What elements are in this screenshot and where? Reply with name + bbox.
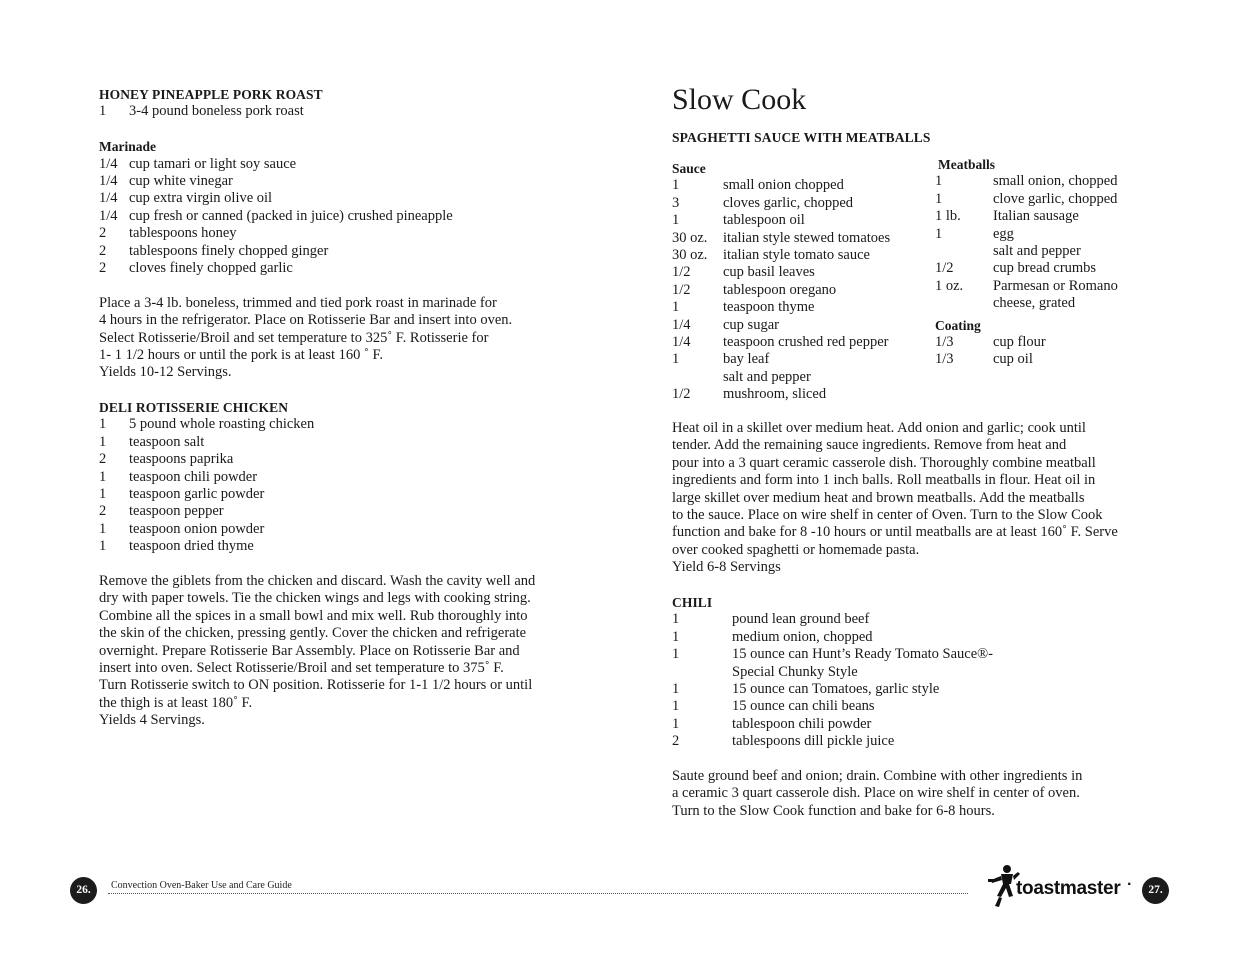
ingredient-text: teaspoon garlic powder [129, 486, 265, 503]
ingredient-qty: 1 [935, 225, 943, 242]
ingredient-qty: 1 [99, 520, 107, 537]
pork-roast-recipe [99, 86, 569, 382]
ingredient-text: tablespoon oregano [723, 281, 837, 298]
ingredient-qty: 30 oz. [672, 229, 708, 246]
ingredient-text: cup oil [993, 351, 1033, 368]
direction-line: large skillet over medium heat and brown meatballs. Add the meatballs [672, 489, 1085, 506]
meatballs-title: Meatballs [938, 157, 995, 172]
footer-dotted-rule [108, 893, 968, 894]
ingredient-row [935, 208, 1155, 225]
ingredient-row [99, 469, 569, 486]
ingredient-text: cup flour [993, 334, 1046, 351]
direction-line: Remove the giblets from the chicken and discard. Wash the cavity well and [99, 573, 536, 590]
pork-roast-title: HONEY PINEAPPLE PORK ROAST [99, 87, 323, 102]
ingredient-text: 15 ounce can Hunt’s Ready Tomato Sauce®- [732, 646, 993, 663]
ingredient-text: cloves garlic, chopped [723, 194, 854, 211]
ingredient-text: 15 ounce can chili beans [732, 698, 875, 715]
ingredient-qty: 1 [935, 190, 943, 207]
direction-line: the skin of the chicken, pressing gently. Cover the chicken and refrigerate [99, 625, 527, 642]
ingredient-row [672, 177, 932, 194]
ingredient-row [935, 295, 1155, 312]
meatballs-list [935, 173, 1155, 312]
ingredient-row [672, 386, 932, 403]
spaghetti-title: SPAGHETTI SAUCE WITH MEATBALLS [672, 130, 931, 145]
ingredient-row [99, 260, 569, 277]
ingredient-row [672, 733, 1152, 750]
ingredient-row [672, 247, 932, 264]
coating-list [935, 334, 1155, 369]
ingredient-row [672, 629, 1152, 646]
ingredient-row [935, 226, 1155, 243]
ingredient-qty [672, 369, 723, 386]
ingredient-text: teaspoon onion powder [129, 520, 265, 537]
direction-line: 1- 1 1/2 hours or until the pork is at least 160 ˚ F. [99, 347, 383, 364]
section-title: Slow Cook [672, 83, 807, 116]
ingredient-text: tablespoon chili powder [732, 715, 872, 732]
ingredient-text: 5 pound whole roasting chicken [129, 416, 315, 433]
ingredient-text: cup tamari or light soy sauce [129, 155, 297, 172]
ingredient-qty: 1 [99, 468, 107, 485]
direction-line: pour into a 3 quart ceramic casserole dish. Thoroughly combine meatball [672, 454, 1096, 471]
ingredient-text: italian style tomato sauce [723, 247, 870, 264]
direction-line: Turn Rotisserie switch to ON position. Rotisserie for 1-1 1/2 hours or until [99, 677, 533, 694]
ingredient-qty: 2 [99, 260, 107, 277]
toastmaster-logo [987, 862, 1137, 908]
ingredient-qty: 1 [99, 538, 107, 555]
direction-line: Combine all the spices in a small bowl and mix well. Rub thoroughly into [99, 607, 528, 624]
ingredient-row [935, 260, 1155, 277]
direction-line: the thigh is at least 180˚ F. [99, 694, 253, 711]
ingredient-row [99, 538, 569, 555]
ingredient-text: cup extra virgin olive oil [129, 190, 273, 207]
left-page-number: 26. [70, 877, 97, 904]
sauce-column [672, 160, 932, 404]
direction-line: Yields 4 Servings. [99, 712, 205, 729]
ingredient-text: cup bread crumbs [993, 260, 1097, 277]
left-page [99, 0, 569, 954]
direction-line: overnight. Prepare Rotisserie Bar Assembly. Place on Rotisserie Bar and [99, 642, 520, 659]
ingredient-qty: 2 [99, 225, 107, 242]
right-page-number: 27. [1142, 877, 1169, 904]
chili-directions [672, 768, 1152, 820]
ingredient-text: italian style stewed tomatoes [723, 229, 891, 246]
ingredient-text: salt and pepper [723, 368, 811, 385]
ingredient-qty: 1/4 [99, 173, 118, 190]
ingredient-text: tablespoons honey [129, 225, 237, 242]
direction-line: function and bake for 8 -10 hours or until meatballs are at least 160˚ F. Serve [672, 524, 1118, 541]
ingredient-qty: 30 oz. [672, 247, 708, 264]
ingredient-qty: 1/4 [99, 155, 118, 172]
ingredient-row [99, 486, 569, 503]
ingredient-text: 3-4 pound boneless pork roast [129, 103, 304, 120]
ingredient-row [935, 243, 1155, 260]
ingredient-row [672, 282, 932, 299]
ingredient-text: Parmesan or Romano [993, 277, 1118, 294]
direction-line: Yields 10-12 Servings. [99, 364, 232, 381]
ingredient-row [99, 156, 569, 173]
ingredient-row [935, 173, 1155, 190]
ingredient-text: cup sugar [723, 316, 779, 333]
ingredient-row [935, 334, 1155, 351]
ingredient-text: 15 ounce can Tomatoes, garlic style [732, 681, 940, 698]
chili-title: CHILI [672, 595, 713, 610]
ingredient-row [672, 611, 1152, 628]
pork-main-ingredient [99, 103, 569, 120]
direction-line: dry with paper towels. Tie the chicken wings and legs with cooking string. [99, 590, 531, 607]
ingredient-text: Italian sausage [993, 208, 1079, 225]
ingredient-text: teaspoon crushed red pepper [723, 334, 889, 351]
ingredient-text: cheese, grated [993, 295, 1076, 312]
ingredient-text: cup white vinegar [129, 173, 233, 190]
ingredient-qty: 1 [99, 433, 107, 450]
ingredient-qty: 1 [672, 611, 680, 628]
ingredient-qty: 1/3 [935, 351, 954, 368]
ingredient-row [672, 664, 1152, 681]
ingredient-text: Special Chunky Style [732, 663, 858, 680]
ingredient-qty: 1/3 [935, 334, 954, 351]
chicken-directions [99, 573, 569, 730]
direction-line: Heat oil in a skillet over medium heat. Add onion and garlic; cook until [672, 420, 1086, 436]
right-page [672, 0, 1152, 954]
ingredient-qty [935, 295, 993, 312]
ingredient-row [99, 434, 569, 451]
ingredient-qty: 1 [672, 212, 680, 229]
direction-line: 4 hours in the refrigerator. Place on Rotisserie Bar and insert into oven. [99, 312, 513, 329]
ingredient-qty: 1 [672, 351, 680, 368]
ingredient-row [672, 681, 1152, 698]
ingredient-row [935, 351, 1155, 368]
ingredient-qty: 1/4 [99, 190, 118, 207]
sauce-list [672, 177, 932, 403]
direction-line: ingredients and form into 1 inch balls. Roll meatballs in flour. Heat oil in [672, 472, 1096, 489]
ingredient-row [672, 646, 1152, 663]
ingredient-row [672, 230, 932, 247]
ingredient-row [672, 195, 932, 212]
ingredient-row [672, 698, 1152, 715]
ingredient-row [99, 190, 569, 207]
ingredient-row [672, 299, 932, 316]
ingredient-text: teaspoons paprika [129, 451, 234, 468]
ingredient-qty: 1 [672, 628, 680, 645]
chicken-ingredient-list [99, 416, 569, 555]
ingredient-qty: 1 [672, 299, 680, 316]
direction-line: Select Rotisserie/Broil and set temperature to 325˚ F. Rotisserie for [99, 329, 489, 346]
ingredient-row [672, 212, 932, 229]
ingredient-qty: 2 [672, 733, 680, 750]
ingredient-qty: 1/2 [672, 386, 691, 403]
ingredient-row [99, 503, 569, 520]
ingredient-text: small onion chopped [723, 177, 844, 194]
ingredient-qty: 2 [99, 503, 107, 520]
ingredient-row [672, 369, 932, 386]
direction-line: a ceramic 3 quart casserole dish. Place on wire shelf in center of oven. [672, 785, 1080, 802]
ingredient-qty: 1/4 [99, 207, 118, 224]
ingredient-row [672, 317, 932, 334]
ingredient-text: small onion, chopped [993, 173, 1118, 190]
ingredient-text: teaspoon salt [129, 433, 205, 450]
ingredient-qty: 1/4 [672, 316, 691, 333]
chili-recipe [672, 594, 1152, 820]
brand-name: toastmaster [1016, 878, 1121, 899]
ingredient-qty: 1 [935, 173, 943, 190]
ingredient-qty: 1/2 [672, 264, 691, 281]
ingredient-qty [672, 664, 732, 681]
ingredient-row [672, 334, 932, 351]
ingredient-text: tablespoons dill pickle juice [732, 733, 895, 750]
ingredient-row [99, 451, 569, 468]
ingredient-row [672, 351, 932, 368]
ingredient-text: teaspoon pepper [129, 503, 224, 520]
ingredient-qty: 2 [99, 242, 107, 259]
ingredient-text: teaspoon dried thyme [129, 538, 254, 555]
direction-line: Place a 3-4 lb. boneless, trimmed and tied pork roast in marinade for [99, 294, 497, 311]
ingredient-text: medium onion, chopped [732, 628, 873, 645]
coating-title: Coating [935, 317, 981, 333]
ingredient-qty: 1 [672, 698, 680, 715]
sauce-title: Sauce [672, 161, 706, 176]
ingredient-row [935, 191, 1155, 208]
brand-trademark-dot: · [1127, 876, 1133, 893]
ingredient-row [99, 208, 569, 225]
ingredient-text: egg [993, 225, 1014, 242]
ingredient-row [99, 416, 569, 433]
ingredient-qty: 1 [672, 646, 680, 663]
ingredient-text: teaspoon thyme [723, 299, 815, 316]
ingredient-text: cup fresh or canned (packed in juice) crushed pineapple [129, 207, 453, 224]
direction-line: over cooked spaghetti or homemade pasta. [672, 541, 920, 558]
ingredient-row [99, 225, 569, 242]
direction-line: to the sauce. Place on wire shelf in center of Oven. Turn to the Slow Cook [672, 507, 1103, 524]
ingredient-row [935, 278, 1155, 295]
spaghetti-directions [672, 420, 1152, 577]
ingredient-row [672, 716, 1152, 733]
chicken-title: DELI ROTISSERIE CHICKEN [99, 400, 289, 415]
ingredient-text: cup basil leaves [723, 264, 815, 281]
marinade-list [99, 156, 569, 278]
ingredient-text: teaspoon chili powder [129, 468, 258, 485]
ingredient-qty: 1 [99, 486, 107, 503]
direction-line: Saute ground beef and onion; drain. Combine with other ingredients in [672, 768, 1083, 785]
ingredient-qty [935, 243, 993, 260]
ingredient-text: bay leaf [723, 351, 770, 368]
ingredient-qty: 1/2 [935, 260, 954, 277]
direction-line: Turn to the Slow Cook function and bake for 6-8 hours. [672, 802, 995, 819]
ingredient-qty: 1 oz. [935, 277, 964, 294]
ingredient-text: clove garlic, chopped [993, 190, 1118, 207]
ingredient-qty: 1 lb. [935, 208, 961, 225]
ingredient-qty: 1 [672, 715, 680, 732]
ingredient-row [99, 521, 569, 538]
ingredient-text: mushroom, sliced [723, 386, 827, 403]
ingredient-qty: 1/2 [672, 281, 691, 298]
chicken-recipe [99, 399, 569, 730]
ingredient-qty: 1 [99, 416, 107, 433]
marinade-title: Marinade [99, 139, 156, 155]
ingredient-qty: 3 [672, 194, 680, 211]
ingredient-text: tablespoon oil [723, 212, 805, 229]
ingredient-qty: 1 [672, 681, 680, 698]
direction-line: insert into oven. Select Rotisserie/Broil and set temperature to 375˚ F. [99, 660, 504, 677]
ingredient-qty: 1/4 [672, 334, 691, 351]
pork-directions [99, 295, 569, 382]
ingredient-qty: 1 [672, 177, 680, 194]
ingredient-qty: 2 [99, 451, 107, 468]
ingredient-row [672, 264, 932, 281]
ingredient-text: pound lean ground beef [732, 611, 870, 628]
ingredient-row [99, 173, 569, 190]
direction-line: tender. Add the remaining sauce ingredients. Remove from heat and [672, 437, 1067, 454]
ingredient-row [99, 243, 569, 260]
chili-ingredient-list [672, 611, 1152, 750]
ingredient-qty: 1 [99, 103, 107, 120]
ingredient-text: cloves finely chopped garlic [129, 260, 293, 277]
ingredient-text: tablespoons finely chopped ginger [129, 242, 329, 259]
guide-title: Convection Oven-Baker Use and Care Guide [111, 880, 292, 891]
direction-line: Yield 6-8 Servings [672, 559, 781, 576]
ingredient-text: salt and pepper [993, 243, 1081, 260]
meatballs-column [935, 156, 1155, 369]
